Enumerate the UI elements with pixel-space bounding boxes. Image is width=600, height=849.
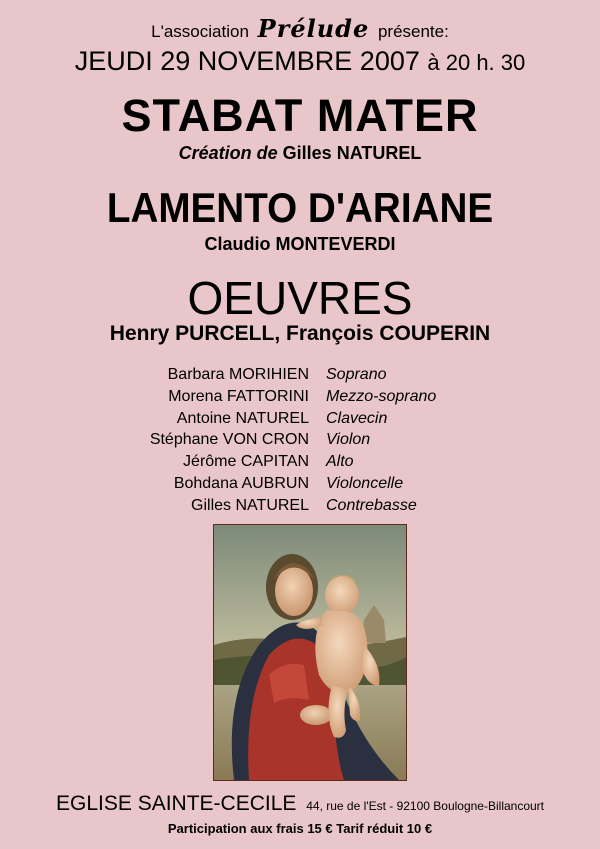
- stabat-credit-line: [0, 143, 600, 164]
- performer-name: Morena FATTORINI: [168, 387, 309, 405]
- performer-list: [0, 364, 600, 517]
- date-line: [0, 46, 600, 77]
- performer-row: [0, 451, 600, 473]
- work-title-lamento: LAMENTO D'ARIANE: [106, 184, 494, 231]
- performer-role: Violoncelle: [326, 474, 404, 492]
- performer-name: Barbara MORIHIEN: [167, 366, 309, 383]
- price-line: Participation aux frais 15 € Tarif réduit 10 €: [167, 821, 433, 836]
- performer-role: Clavecin: [326, 409, 388, 427]
- concert-time: à 20 h. 30: [427, 50, 526, 75]
- presenter-line: [0, 14, 600, 43]
- performer-row: [0, 473, 600, 495]
- performer-role: Mezzo-soprano: [326, 387, 437, 405]
- work-title-oeuvres: OEUVRES: [187, 272, 413, 324]
- performer-name: Stéphane VON CRON: [149, 431, 309, 449]
- work-title-stabat-mater: STABAT MATER: [121, 90, 479, 141]
- performer-role: Alto: [326, 453, 354, 471]
- performer-name: Bohdana AUBRUN: [173, 474, 309, 492]
- performer-role: Contrebasse: [326, 496, 417, 514]
- composers-purcell-couperin: Henry PURCELL, François COUPERIN: [109, 322, 491, 345]
- composer-monteverdi: Claudio MONTEVERDI: [204, 234, 396, 254]
- performer-row: [0, 364, 600, 386]
- madonna-and-child-painting: [213, 524, 407, 781]
- credit-name: Gilles NATUREL: [282, 143, 422, 163]
- presenter-suffix: présente:: [377, 22, 449, 41]
- performer-row: [0, 429, 600, 451]
- performer-name: Antoine NATUREL: [176, 409, 309, 427]
- performer-role: Soprano: [326, 366, 387, 383]
- venue-address: 44, rue de l'Est - 92100 Boulogne-Billancourt: [306, 799, 545, 813]
- performer-role: Violon: [326, 431, 371, 449]
- association-name: Prélude: [257, 14, 370, 43]
- performer-row: [0, 495, 600, 517]
- performer-row: [0, 408, 600, 430]
- venue-name: EGLISE SAINTE-CECILE: [55, 792, 297, 815]
- concert-date: JEUDI 29 NOVEMBRE 2007: [74, 46, 420, 76]
- presenter-prefix: L'association: [151, 22, 249, 41]
- performer-row: [0, 386, 600, 408]
- venue-line: [0, 792, 600, 816]
- performer-name: Jérôme CAPITAN: [183, 453, 309, 471]
- credit-prefix: Création de: [178, 143, 278, 163]
- performer-name: Gilles NATUREL: [191, 496, 309, 514]
